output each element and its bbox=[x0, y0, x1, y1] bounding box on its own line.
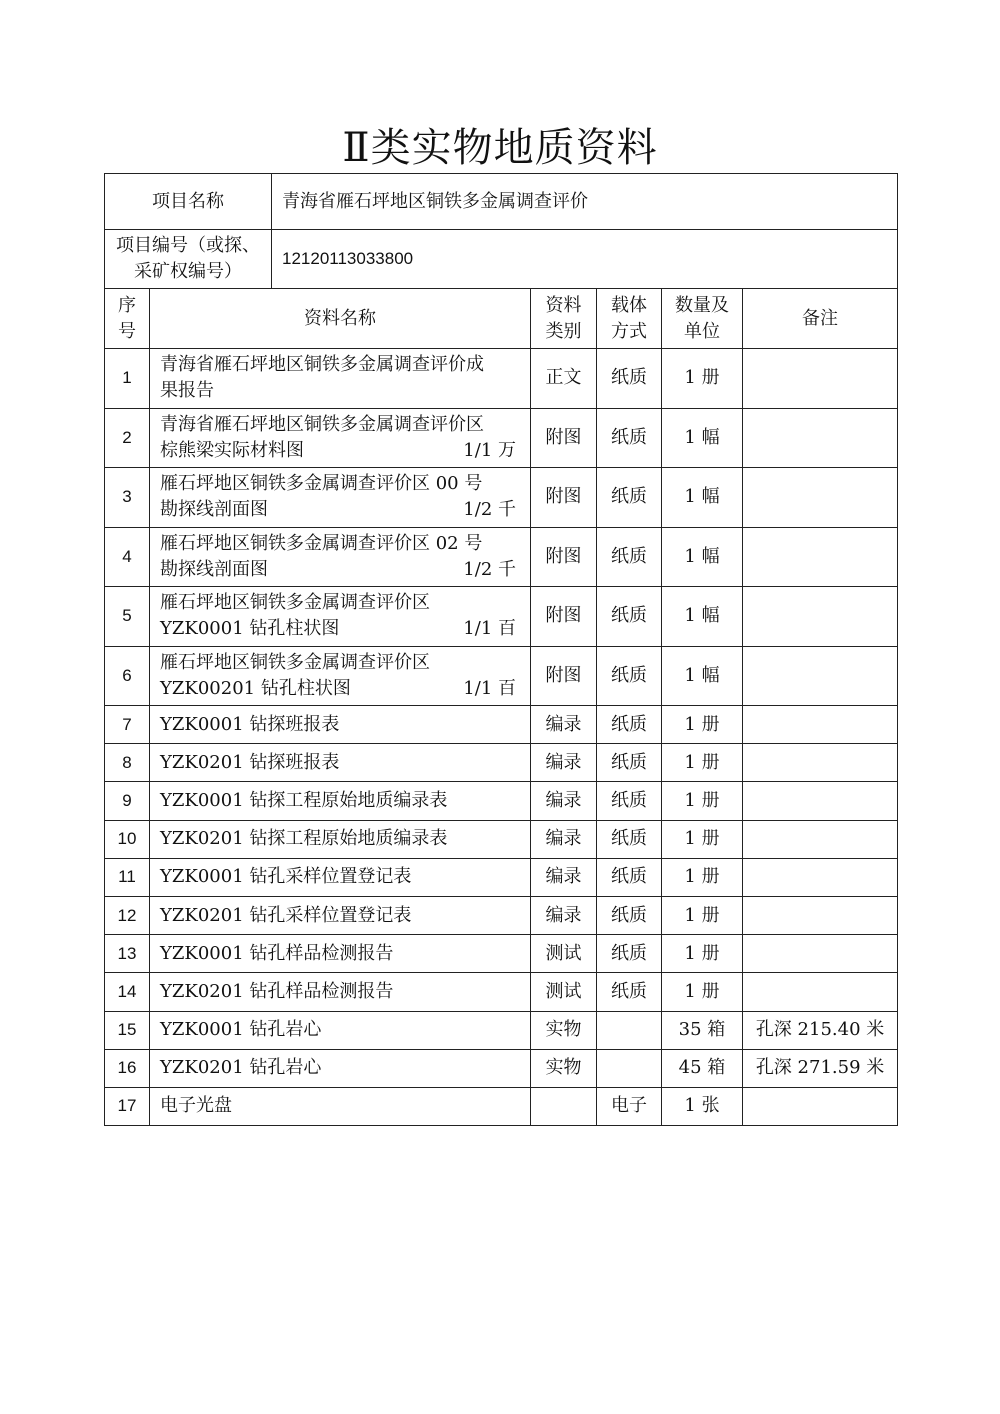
row-number-value: 3 bbox=[122, 487, 132, 507]
row-medium bbox=[597, 1087, 662, 1125]
row-qty-value: 1 册 bbox=[684, 980, 720, 1002]
row-medium-value: 纸质 bbox=[611, 426, 647, 448]
row-medium-value: 纸质 bbox=[611, 751, 647, 773]
row-qty-value: 1 册 bbox=[684, 866, 720, 888]
row-number-value: 5 bbox=[122, 606, 132, 626]
row-name-line1: YZK0001 钻孔采样位置登记表 bbox=[160, 866, 412, 888]
row-number-value: 16 bbox=[117, 1058, 137, 1078]
row-medium-value: 电子 bbox=[611, 1095, 647, 1117]
row-remark bbox=[743, 468, 898, 528]
row-remark bbox=[743, 587, 898, 647]
row-name-line1: YZK0001 钻探工程原始地质编录表 bbox=[160, 789, 448, 811]
col-seq-line2: 号 bbox=[118, 320, 136, 342]
row-name-line2: 果报告 bbox=[160, 380, 214, 402]
table-row bbox=[105, 935, 898, 973]
row-name-line1: YZK0001 钻孔样品检测报告 bbox=[160, 942, 394, 964]
table-row bbox=[105, 1049, 898, 1087]
row-scale: 1/2 千 bbox=[463, 558, 516, 580]
row-name bbox=[150, 349, 531, 409]
row-medium bbox=[597, 973, 662, 1011]
col-medium-line2: 方式 bbox=[611, 320, 647, 342]
row-number bbox=[105, 408, 150, 468]
row-medium-value: 纸质 bbox=[611, 904, 647, 926]
col-name bbox=[150, 289, 531, 349]
row-qty bbox=[662, 587, 743, 647]
row-qty bbox=[662, 1087, 743, 1125]
row-qty bbox=[662, 468, 743, 528]
row-qty bbox=[662, 935, 743, 973]
row-number-value: 1 bbox=[122, 368, 132, 388]
row-name-line1: 电子光盘 bbox=[160, 1095, 232, 1117]
row-name-line1: YZK0201 钻孔采样位置登记表 bbox=[160, 904, 412, 926]
row-qty-value: 1 幅 bbox=[684, 426, 720, 448]
row-name-line2: YZK00201 钻孔柱状图 bbox=[160, 677, 351, 699]
row-name-line2: 棕熊梁实际材料图 bbox=[160, 439, 304, 461]
row-type-value: 实物 bbox=[545, 1057, 582, 1079]
row-remark bbox=[743, 820, 898, 858]
row-remark bbox=[743, 744, 898, 782]
row-medium-value: 纸质 bbox=[611, 545, 647, 567]
row-qty-value: 1 张 bbox=[684, 1095, 720, 1117]
row-number-value: 4 bbox=[122, 546, 132, 566]
project-code-cell bbox=[105, 230, 898, 289]
row-name-line1: YZK0201 钻孔岩心 bbox=[160, 1057, 322, 1079]
row-medium bbox=[597, 744, 662, 782]
project-code-label-line1: 项目编号（或探、 bbox=[116, 235, 260, 256]
row-name-line1: 雁石坪地区铜铁多金属调查评价区 02 号 bbox=[160, 532, 483, 554]
row-name-line1: 雁石坪地区铜铁多金属调查评价区 bbox=[160, 651, 430, 673]
row-qty bbox=[662, 527, 743, 587]
row-medium bbox=[597, 935, 662, 973]
row-medium-value: 纸质 bbox=[611, 980, 647, 1002]
row-qty-value: 1 幅 bbox=[684, 605, 720, 627]
row-medium-value: 纸质 bbox=[611, 942, 647, 964]
row-type bbox=[531, 587, 597, 647]
row-type-value: 编录 bbox=[545, 713, 582, 735]
row-scale: 1/1 万 bbox=[463, 439, 516, 461]
project-name-value: 青海省雁石坪地区铜铁多金属调查评价 bbox=[282, 190, 588, 212]
col-name-label: 资料名称 bbox=[304, 307, 376, 329]
row-type-value: 附图 bbox=[545, 545, 582, 567]
row-type bbox=[531, 646, 597, 706]
row-type bbox=[531, 1049, 597, 1087]
row-type bbox=[531, 1011, 597, 1049]
row-qty-value: 1 册 bbox=[684, 904, 720, 926]
row-number bbox=[105, 468, 150, 528]
row-medium bbox=[597, 858, 662, 896]
row-name bbox=[150, 935, 531, 973]
col-type-line1: 资料 bbox=[545, 294, 582, 316]
row-name-line1: 青海省雁石坪地区铜铁多金属调查评价成 bbox=[160, 354, 484, 376]
row-number-value: 10 bbox=[117, 829, 137, 849]
row-medium bbox=[597, 349, 662, 409]
col-remark-label: 备注 bbox=[802, 307, 839, 329]
row-name-line2: YZK0001 钻孔柱状图 bbox=[160, 618, 340, 640]
row-type-value: 正文 bbox=[545, 367, 582, 389]
row-qty bbox=[662, 349, 743, 409]
row-remark bbox=[743, 349, 898, 409]
table-row bbox=[105, 349, 898, 409]
row-medium bbox=[597, 706, 662, 744]
row-name bbox=[150, 820, 531, 858]
table-row bbox=[105, 1011, 898, 1049]
row-qty bbox=[662, 858, 743, 896]
table-row bbox=[105, 744, 898, 782]
table-row bbox=[105, 706, 898, 744]
row-number bbox=[105, 1011, 150, 1049]
project-code-row bbox=[105, 230, 898, 289]
row-number-value: 2 bbox=[122, 427, 132, 447]
row-name-line1: YZK0001 钻探班报表 bbox=[160, 713, 340, 735]
row-number bbox=[105, 527, 150, 587]
row-scale: 1/1 百 bbox=[463, 618, 516, 640]
row-qty bbox=[662, 646, 743, 706]
table-row bbox=[105, 646, 898, 706]
row-remark bbox=[743, 706, 898, 744]
row-type bbox=[531, 744, 597, 782]
row-type bbox=[531, 896, 597, 934]
row-medium-value: 纸质 bbox=[611, 367, 647, 389]
row-remark bbox=[743, 646, 898, 706]
row-type-value: 实物 bbox=[545, 1019, 582, 1041]
row-type bbox=[531, 527, 597, 587]
table-row bbox=[105, 587, 898, 647]
col-type bbox=[531, 289, 597, 349]
row-qty-value: 1 册 bbox=[684, 713, 720, 735]
col-medium-line1: 载体 bbox=[611, 294, 647, 316]
row-name bbox=[150, 1011, 531, 1049]
table-row bbox=[105, 973, 898, 1011]
row-name-line1: 雁石坪地区铜铁多金属调查评价区 bbox=[160, 592, 430, 614]
row-qty-value: 1 幅 bbox=[684, 486, 720, 508]
table-row bbox=[105, 468, 898, 528]
column-header-row bbox=[105, 289, 898, 349]
row-medium bbox=[597, 782, 662, 820]
table-row bbox=[105, 1087, 898, 1125]
row-type bbox=[531, 935, 597, 973]
col-qty-line1: 数量及 bbox=[675, 294, 729, 316]
row-medium bbox=[597, 896, 662, 934]
row-remark-value: 孔深 271.59 米 bbox=[755, 1057, 885, 1079]
page-title: Ⅱ类实物地质资料 bbox=[342, 125, 658, 171]
row-scale: 1/1 百 bbox=[463, 677, 516, 699]
row-number-value: 14 bbox=[117, 981, 137, 1001]
row-qty-value: 1 册 bbox=[684, 942, 720, 964]
row-number bbox=[105, 1087, 150, 1125]
row-remark bbox=[743, 527, 898, 587]
row-name-line1: 雁石坪地区铜铁多金属调查评价区 00 号 bbox=[160, 473, 483, 495]
row-medium-value: 纸质 bbox=[611, 664, 647, 686]
row-medium bbox=[597, 527, 662, 587]
row-medium bbox=[597, 646, 662, 706]
table-row bbox=[105, 896, 898, 934]
row-medium bbox=[597, 820, 662, 858]
row-type-value: 编录 bbox=[545, 828, 582, 850]
row-name bbox=[150, 706, 531, 744]
row-remark bbox=[743, 973, 898, 1011]
row-name bbox=[150, 646, 531, 706]
row-number-value: 17 bbox=[117, 1096, 137, 1116]
row-medium-value: 纸质 bbox=[611, 713, 647, 735]
row-type-value: 测试 bbox=[545, 980, 582, 1002]
row-medium bbox=[597, 468, 662, 528]
project-name-row bbox=[105, 174, 898, 230]
row-type bbox=[531, 973, 597, 1011]
row-remark bbox=[743, 896, 898, 934]
row-medium-value: 纸质 bbox=[611, 789, 647, 811]
row-remark bbox=[743, 1049, 898, 1087]
row-type-value: 编录 bbox=[545, 751, 582, 773]
row-qty-value: 1 册 bbox=[684, 367, 720, 389]
col-seq-line1: 序 bbox=[118, 294, 136, 316]
row-qty bbox=[662, 820, 743, 858]
row-name-line1: YZK0001 钻孔岩心 bbox=[160, 1019, 322, 1041]
col-qty bbox=[662, 289, 743, 349]
project-name-label-cell bbox=[105, 174, 898, 230]
row-number-value: 8 bbox=[122, 752, 132, 772]
row-number-value: 11 bbox=[118, 867, 136, 887]
row-type bbox=[531, 782, 597, 820]
table-row bbox=[105, 782, 898, 820]
row-remark bbox=[743, 408, 898, 468]
project-code-value: 12120113033800 bbox=[282, 249, 414, 268]
row-number bbox=[105, 935, 150, 973]
row-qty bbox=[662, 744, 743, 782]
row-qty-value: 1 册 bbox=[684, 751, 720, 773]
row-number bbox=[105, 973, 150, 1011]
row-number-value: 9 bbox=[122, 790, 132, 810]
project-code-label-line2: 采矿权编号） bbox=[134, 261, 242, 282]
row-name bbox=[150, 858, 531, 896]
row-medium bbox=[597, 1011, 662, 1049]
table-row bbox=[105, 858, 898, 896]
row-type bbox=[531, 706, 597, 744]
row-type-value: 附图 bbox=[545, 605, 582, 627]
row-type-value: 编录 bbox=[545, 789, 582, 811]
row-number bbox=[105, 587, 150, 647]
row-name bbox=[150, 408, 531, 468]
row-remark bbox=[743, 858, 898, 896]
col-qty-line2: 单位 bbox=[684, 320, 720, 342]
project-name-label: 项目名称 bbox=[152, 190, 224, 212]
col-medium bbox=[597, 289, 662, 349]
row-number-value: 6 bbox=[122, 665, 132, 685]
row-qty-value: 1 幅 bbox=[684, 545, 720, 567]
row-medium-value: 纸质 bbox=[611, 828, 647, 850]
row-number-value: 7 bbox=[122, 714, 132, 734]
row-type bbox=[531, 468, 597, 528]
row-qty bbox=[662, 973, 743, 1011]
row-medium bbox=[597, 408, 662, 468]
row-name bbox=[150, 468, 531, 528]
row-remark bbox=[743, 782, 898, 820]
row-qty bbox=[662, 408, 743, 468]
row-number-value: 13 bbox=[117, 943, 137, 963]
row-name-line1: YZK0201 钻孔样品检测报告 bbox=[160, 980, 394, 1002]
row-number bbox=[105, 349, 150, 409]
row-remark-value: 孔深 215.40 米 bbox=[755, 1019, 885, 1041]
row-name-line2: 勘探线剖面图 bbox=[160, 499, 268, 521]
row-name-line1: YZK0201 钻探班报表 bbox=[160, 751, 340, 773]
row-qty-value: 1 册 bbox=[684, 828, 720, 850]
row-name-line1: YZK0201 钻探工程原始地质编录表 bbox=[160, 828, 448, 850]
row-scale: 1/2 千 bbox=[463, 499, 516, 521]
row-number-value: 12 bbox=[117, 905, 137, 925]
row-qty bbox=[662, 896, 743, 934]
row-name-line1: 青海省雁石坪地区铜铁多金属调查评价区 bbox=[160, 413, 484, 435]
row-number bbox=[105, 706, 150, 744]
row-number bbox=[105, 820, 150, 858]
row-number bbox=[105, 646, 150, 706]
row-medium bbox=[597, 1049, 662, 1087]
table-row bbox=[105, 408, 898, 468]
row-medium-value: 纸质 bbox=[611, 486, 647, 508]
row-name bbox=[150, 1087, 531, 1125]
row-medium bbox=[597, 587, 662, 647]
row-type-value: 附图 bbox=[545, 664, 582, 686]
row-number bbox=[105, 744, 150, 782]
row-qty bbox=[662, 1049, 743, 1087]
row-qty-value: 1 幅 bbox=[684, 664, 720, 686]
row-type-value: 附图 bbox=[545, 426, 582, 448]
row-type bbox=[531, 408, 597, 468]
row-name-line2: 勘探线剖面图 bbox=[160, 558, 268, 580]
row-number bbox=[105, 858, 150, 896]
row-type bbox=[531, 1087, 597, 1125]
row-type-value: 编录 bbox=[545, 904, 582, 926]
row-name bbox=[150, 896, 531, 934]
col-seq bbox=[105, 289, 150, 349]
row-qty-value: 45 箱 bbox=[678, 1057, 726, 1079]
row-qty-value: 35 箱 bbox=[678, 1019, 726, 1041]
row-type bbox=[531, 858, 597, 896]
row-type bbox=[531, 349, 597, 409]
table-row bbox=[105, 527, 898, 587]
table-row bbox=[105, 820, 898, 858]
row-name bbox=[150, 587, 531, 647]
row-number bbox=[105, 782, 150, 820]
row-number bbox=[105, 1049, 150, 1087]
row-type-value: 测试 bbox=[545, 942, 582, 964]
row-name bbox=[150, 782, 531, 820]
col-remark bbox=[743, 289, 898, 349]
row-number bbox=[105, 896, 150, 934]
row-number-value: 15 bbox=[117, 1020, 137, 1040]
row-name bbox=[150, 1049, 531, 1087]
row-medium-value: 纸质 bbox=[611, 866, 647, 888]
row-remark bbox=[743, 1087, 898, 1125]
row-medium-value: 纸质 bbox=[611, 605, 647, 627]
row-qty bbox=[662, 706, 743, 744]
row-remark bbox=[743, 1011, 898, 1049]
row-qty bbox=[662, 1011, 743, 1049]
row-type-value: 附图 bbox=[545, 486, 582, 508]
row-name bbox=[150, 527, 531, 587]
row-type bbox=[531, 820, 597, 858]
row-name bbox=[150, 744, 531, 782]
row-type-value: 编录 bbox=[545, 866, 582, 888]
row-qty bbox=[662, 782, 743, 820]
col-type-line2: 类别 bbox=[545, 320, 582, 342]
row-remark bbox=[743, 935, 898, 973]
row-name bbox=[150, 973, 531, 1011]
row-qty-value: 1 册 bbox=[684, 789, 720, 811]
materials-table bbox=[104, 173, 898, 1126]
